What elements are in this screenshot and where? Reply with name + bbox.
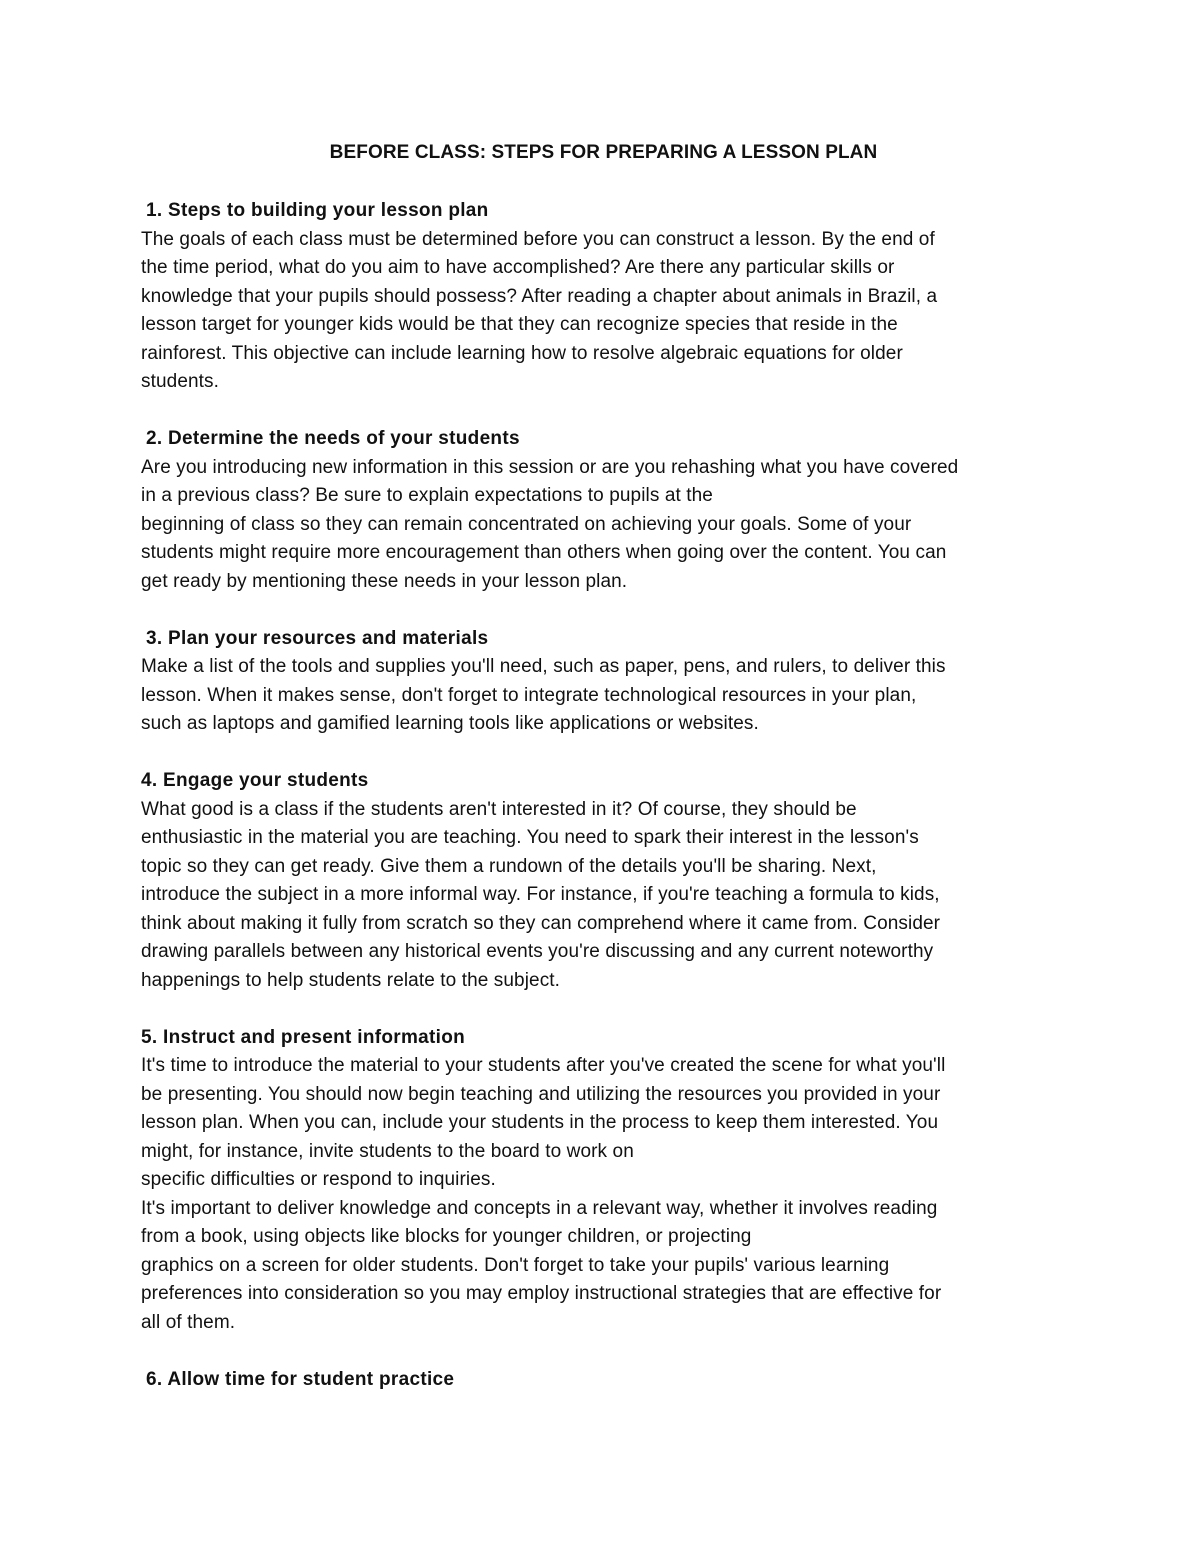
section-paragraph: The goals of each class must be determined before you can construct a lesson. By the end of the time period, what do you aim to have accomplished? Are there any particular skills or knowledge that your pupils should possess? After reading a chapter about animals in Brazil, a lesson target for younger kids would be that they can recognize species that reside in the rainforest. This objective can include learning how to resolve algebraic equations for older students.: [141, 228, 938, 392]
section-paragraph: Make a list of the tools and supplies you'll need, such as paper, pens, and rulers, to deliver this lesson. When it makes sense, don't forget to integrate technological resources in your plan, such as laptops and gamified learning tools like applications or websites.: [141, 656, 946, 734]
section-steps-to-building: [141, 197, 1066, 397]
section-plan-resources: [141, 625, 1066, 739]
page-title: BEFORE CLASS: STEPS FOR PREPARING A LESSON PLAN: [329, 142, 878, 163]
section-instruct-present: [141, 1024, 1066, 1338]
section-paragraph: Are you introducing new information in this session or are you rehashing what you have covered in a previous class? Be sure to explain expectations to pupils at the beginning of class so they can remain concentrated on achieving your goals. Some of your students might require more encouragement than others when going over the content. You can get ready by mentioning these needs in your lesson plan.: [141, 456, 959, 592]
section-heading: 6. Allow time for student practice: [146, 1368, 455, 1390]
section-paragraph: It's time to introduce the material to your students after you've created the scene for what you'll be presenting. You should now begin teaching and utilizing the resources you provided in your lesson plan. When you can, include your students in the process to keep them interested. You might, for instance, invite students to the board to work on specific difficulties or respond to inquiries.: [141, 1055, 946, 1190]
section-heading: 2. Determine the needs of your students: [146, 428, 520, 449]
document-page: [141, 139, 1066, 1423]
section-heading: 5. Instruct and present information: [141, 1026, 466, 1048]
section-paragraph: What good is a class if the students aren't interested in it? Of course, they should be enthusiastic in the material you are teaching. You need to spark their interest in the lesson's topic so they can get ready. Give them a rundown of the details you'll be sharing. Next, introduce the subject in a more informal way. For instance, if you're teaching a formula to kids, think about making it fully from scratch so they can comprehend where it came from. Consider drawing parallels between any historical events you're discussing and any current noteworthy happenings to help students relate to the subject.: [141, 798, 941, 991]
section-heading: 4. Engage your students: [141, 770, 369, 791]
section-heading: 1. Steps to building your lesson plan: [146, 200, 489, 221]
section-engage-students: [141, 767, 1066, 995]
section-heading: 3. Plan your resources and materials: [146, 627, 489, 649]
section-student-practice: [141, 1366, 1066, 1395]
section-determine-needs: [141, 425, 1066, 596]
section-paragraph: It's important to deliver knowledge and concepts in a relevant way, whether it involves reading from a book, using objects like blocks for younger children, or projecting graphics on a screen for older students. Don't forget to take your pupils' various learning preferences into consideration so you may employ instructional strategies that are effective for all of them.: [141, 1197, 942, 1333]
